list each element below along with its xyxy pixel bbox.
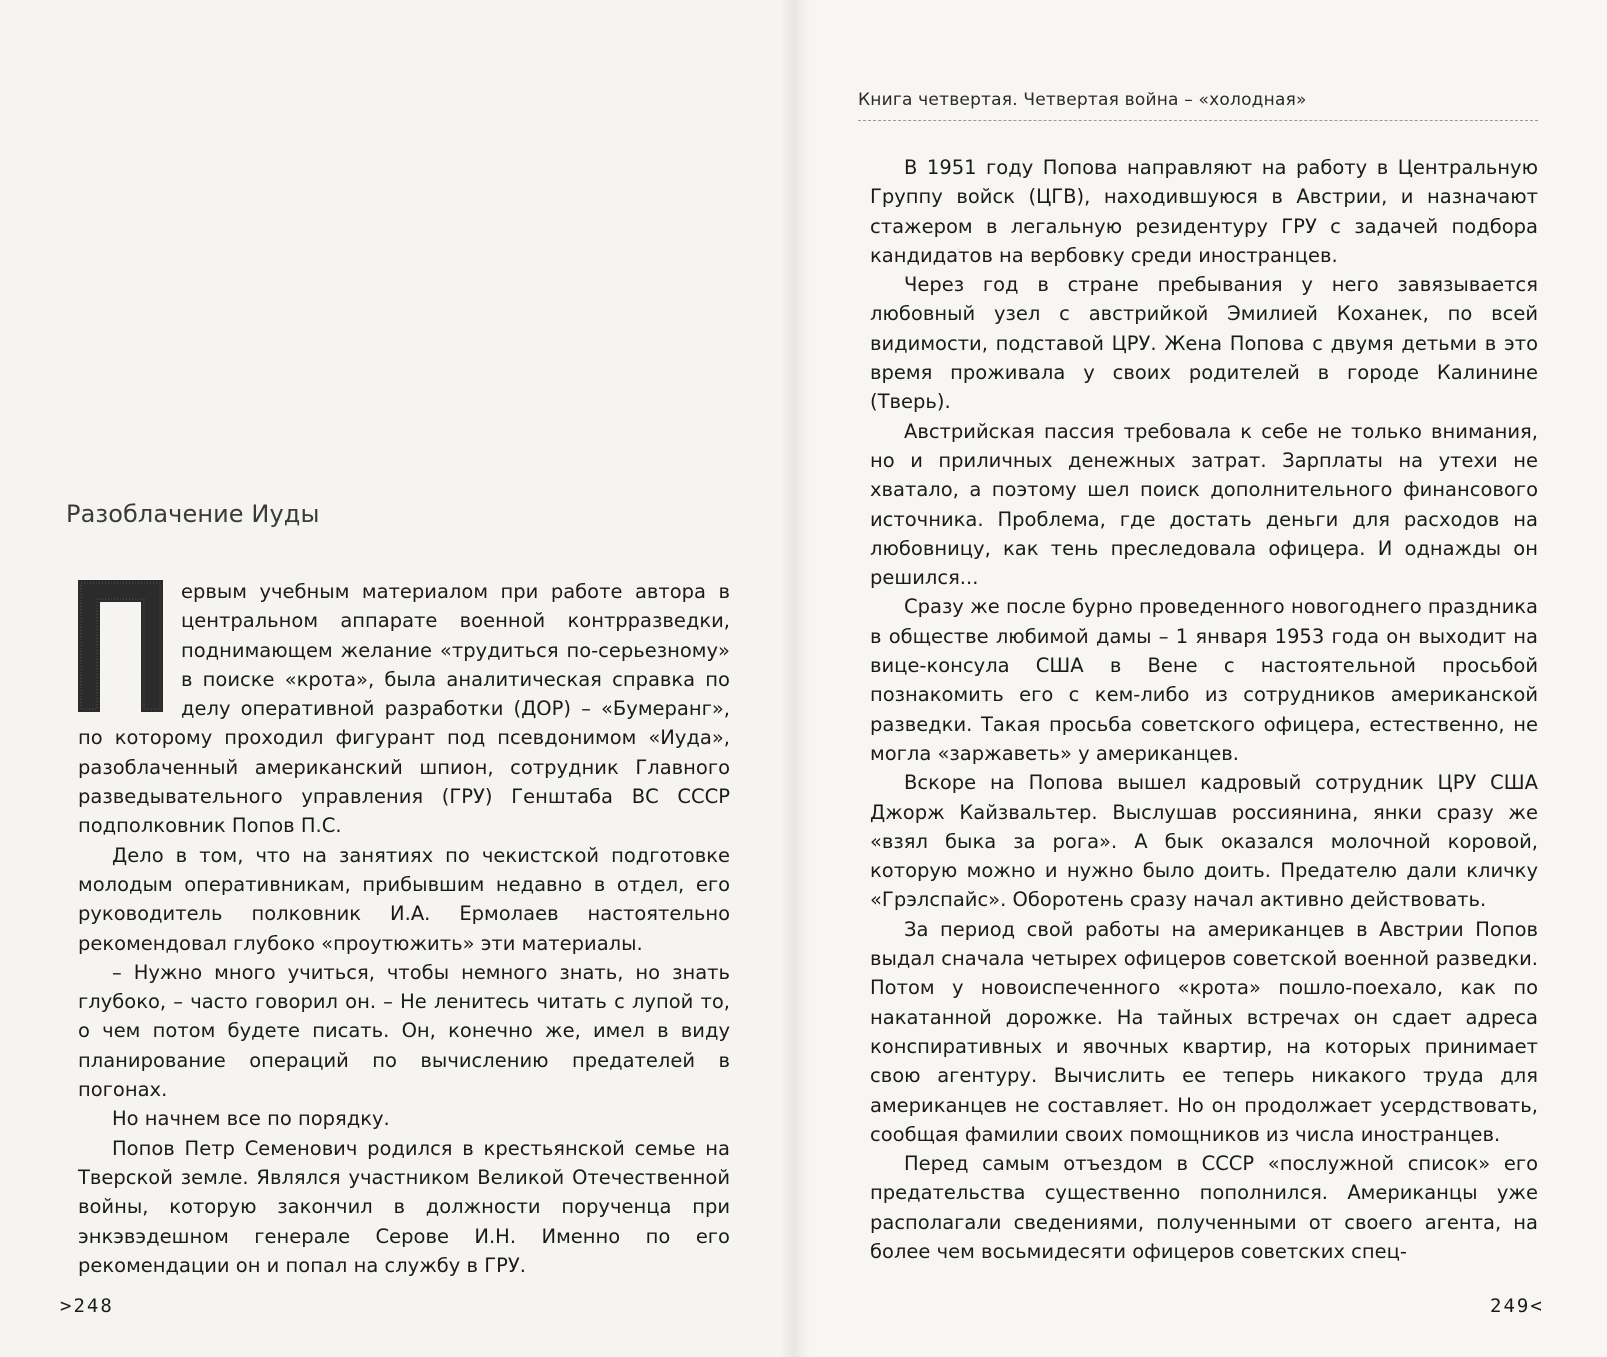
book-gutter xyxy=(780,0,810,1357)
running-head-rule xyxy=(858,120,1538,121)
right-paragraph-4: Сразу же после бурно проведенного новогоднего праздника в обществе любимой дамы – 1 января 1953 года он выходит на вице-консула США в Вене с настоятельной просьбой познакомить его с кем-либо из сотрудников американской разведки. Такая просьба советского офицера, естественно, не могла «заржаветь» у американцев. xyxy=(870,595,1538,765)
section-title: Разоблачение Иуды xyxy=(66,500,320,528)
right-paragraph-2: Через год в стране пребывания у него завязывается любовный узел с австрийкой Эмилией Коханек, по всей видимости, подставой ЦРУ. Жена Попова с двумя детьми в это время проживала у своих родителей в городе Калинине (Тверь). xyxy=(870,273,1538,414)
page-number-left: >248 xyxy=(60,1295,114,1317)
drop-cap-glyph xyxy=(78,580,163,712)
running-head: Книга четвертая. Четвертая война – «холодная» xyxy=(858,90,1307,110)
right-column xyxy=(870,153,1538,1266)
right-paragraph-7: Перед самым отъездом в СССР «послужной список» его предательства существенно пополнился. Американцы уже располагали сведениями, полученными от своего агента, на более чем восьмидесяти офицеров советских спец- xyxy=(870,1152,1538,1263)
left-paragraph-3: – Нужно много учиться, чтобы немного знать, но знать глубоко, – часто говорил он. – Не ленитесь читать с лупой то, о чем потом будете писать. Он, конечно же, имел в виду планирование операций по вычислению предателей в погонах. xyxy=(78,960,730,1102)
right-paragraph-3: Австрийская пассия требовала к себе не только внимания, но и приличных денежных затрат. Зарплаты на утехи не хватало, а поэтому шел поиск дополнительного финансового источника. Проблема, где достать деньги для расходов на любовницу, как тень преследовала офицера. И однажды он решился... xyxy=(870,419,1538,590)
left-paragraph-1 xyxy=(78,577,730,841)
right-paragraph-5: Вскоре на Попова вышел кадровый сотрудник ЦРУ США Джорж Кайзвальтер. Выслушав россиянина, янки сразу же «взял быка за рога». А бык оказался молочной коровой, которую можно и нужно было доить. Предателю дали кличку «Грэлспайс». Оборотень сразу начал активно действовать. xyxy=(870,771,1538,912)
left-paragraph-4: Но начнем все по порядку. xyxy=(112,1107,390,1131)
right-paragraph-6: За период свой работы на американцев в Австрии Попов выдал сначала четырех офицеров советской военной разведки. Потом у новоиспеченного «крота» пошло-поехало, как по накатанной дорожке. На тайных встречах он сдает адреса конспиративных и явочных квартир, на которых принимает свою агентуру. Вычислить ее теперь никакого труда для американцев не составляет. Но он продолжает усердствовать, сообщая фамилии своих помощников из числа иностранцев. xyxy=(870,917,1538,1146)
left-paragraph-5: Попов Петр Семенович родился в крестьянской семье на Тверской земле. Являлся участником Великой Отечественной войны, которую закончил в должности порученца при энкэвэдешном генерале Серове И.Н. Именно по его рекомендации он и попал на службу в ГРУ. xyxy=(78,1136,730,1277)
left-paragraph-1-text: ервым учебным материалом при работе автора в центральном аппарате военной контрразведки, поднимающем желание «трудиться по-серьезному» в поиске «крота», была аналитическая справка по делу оперативной разработки (ДОР) – «Бумеранг», по которому проходил фигурант под псевдонимом «Иуда», разоблаченный американский шпион, сотрудник Главного разведывательного управления (ГРУ) Генштаба ВС СССР подполковник Попов П.С. xyxy=(78,580,730,838)
left-paragraph-2: Дело в том, что на занятиях по чекистской подготовке молодым оперативникам, прибывшим недавно в отдел, его руководитель полковник И.А. Ермолаев настоятельно рекомендовал глубоко «проутюжить» эти материалы. xyxy=(78,843,730,955)
page-number-right: 249< xyxy=(1490,1295,1544,1317)
left-column xyxy=(78,577,730,1280)
drop-cap xyxy=(78,580,163,712)
right-paragraph-1: В 1951 году Попова направляют на работу в Центральную Группу войск (ЦГВ), находившуюся в Австрии, и назначают стажером в легальную резидентуру ГРУ с задачей подбора кандидатов на вербовку среди иностранцев. xyxy=(870,156,1538,267)
